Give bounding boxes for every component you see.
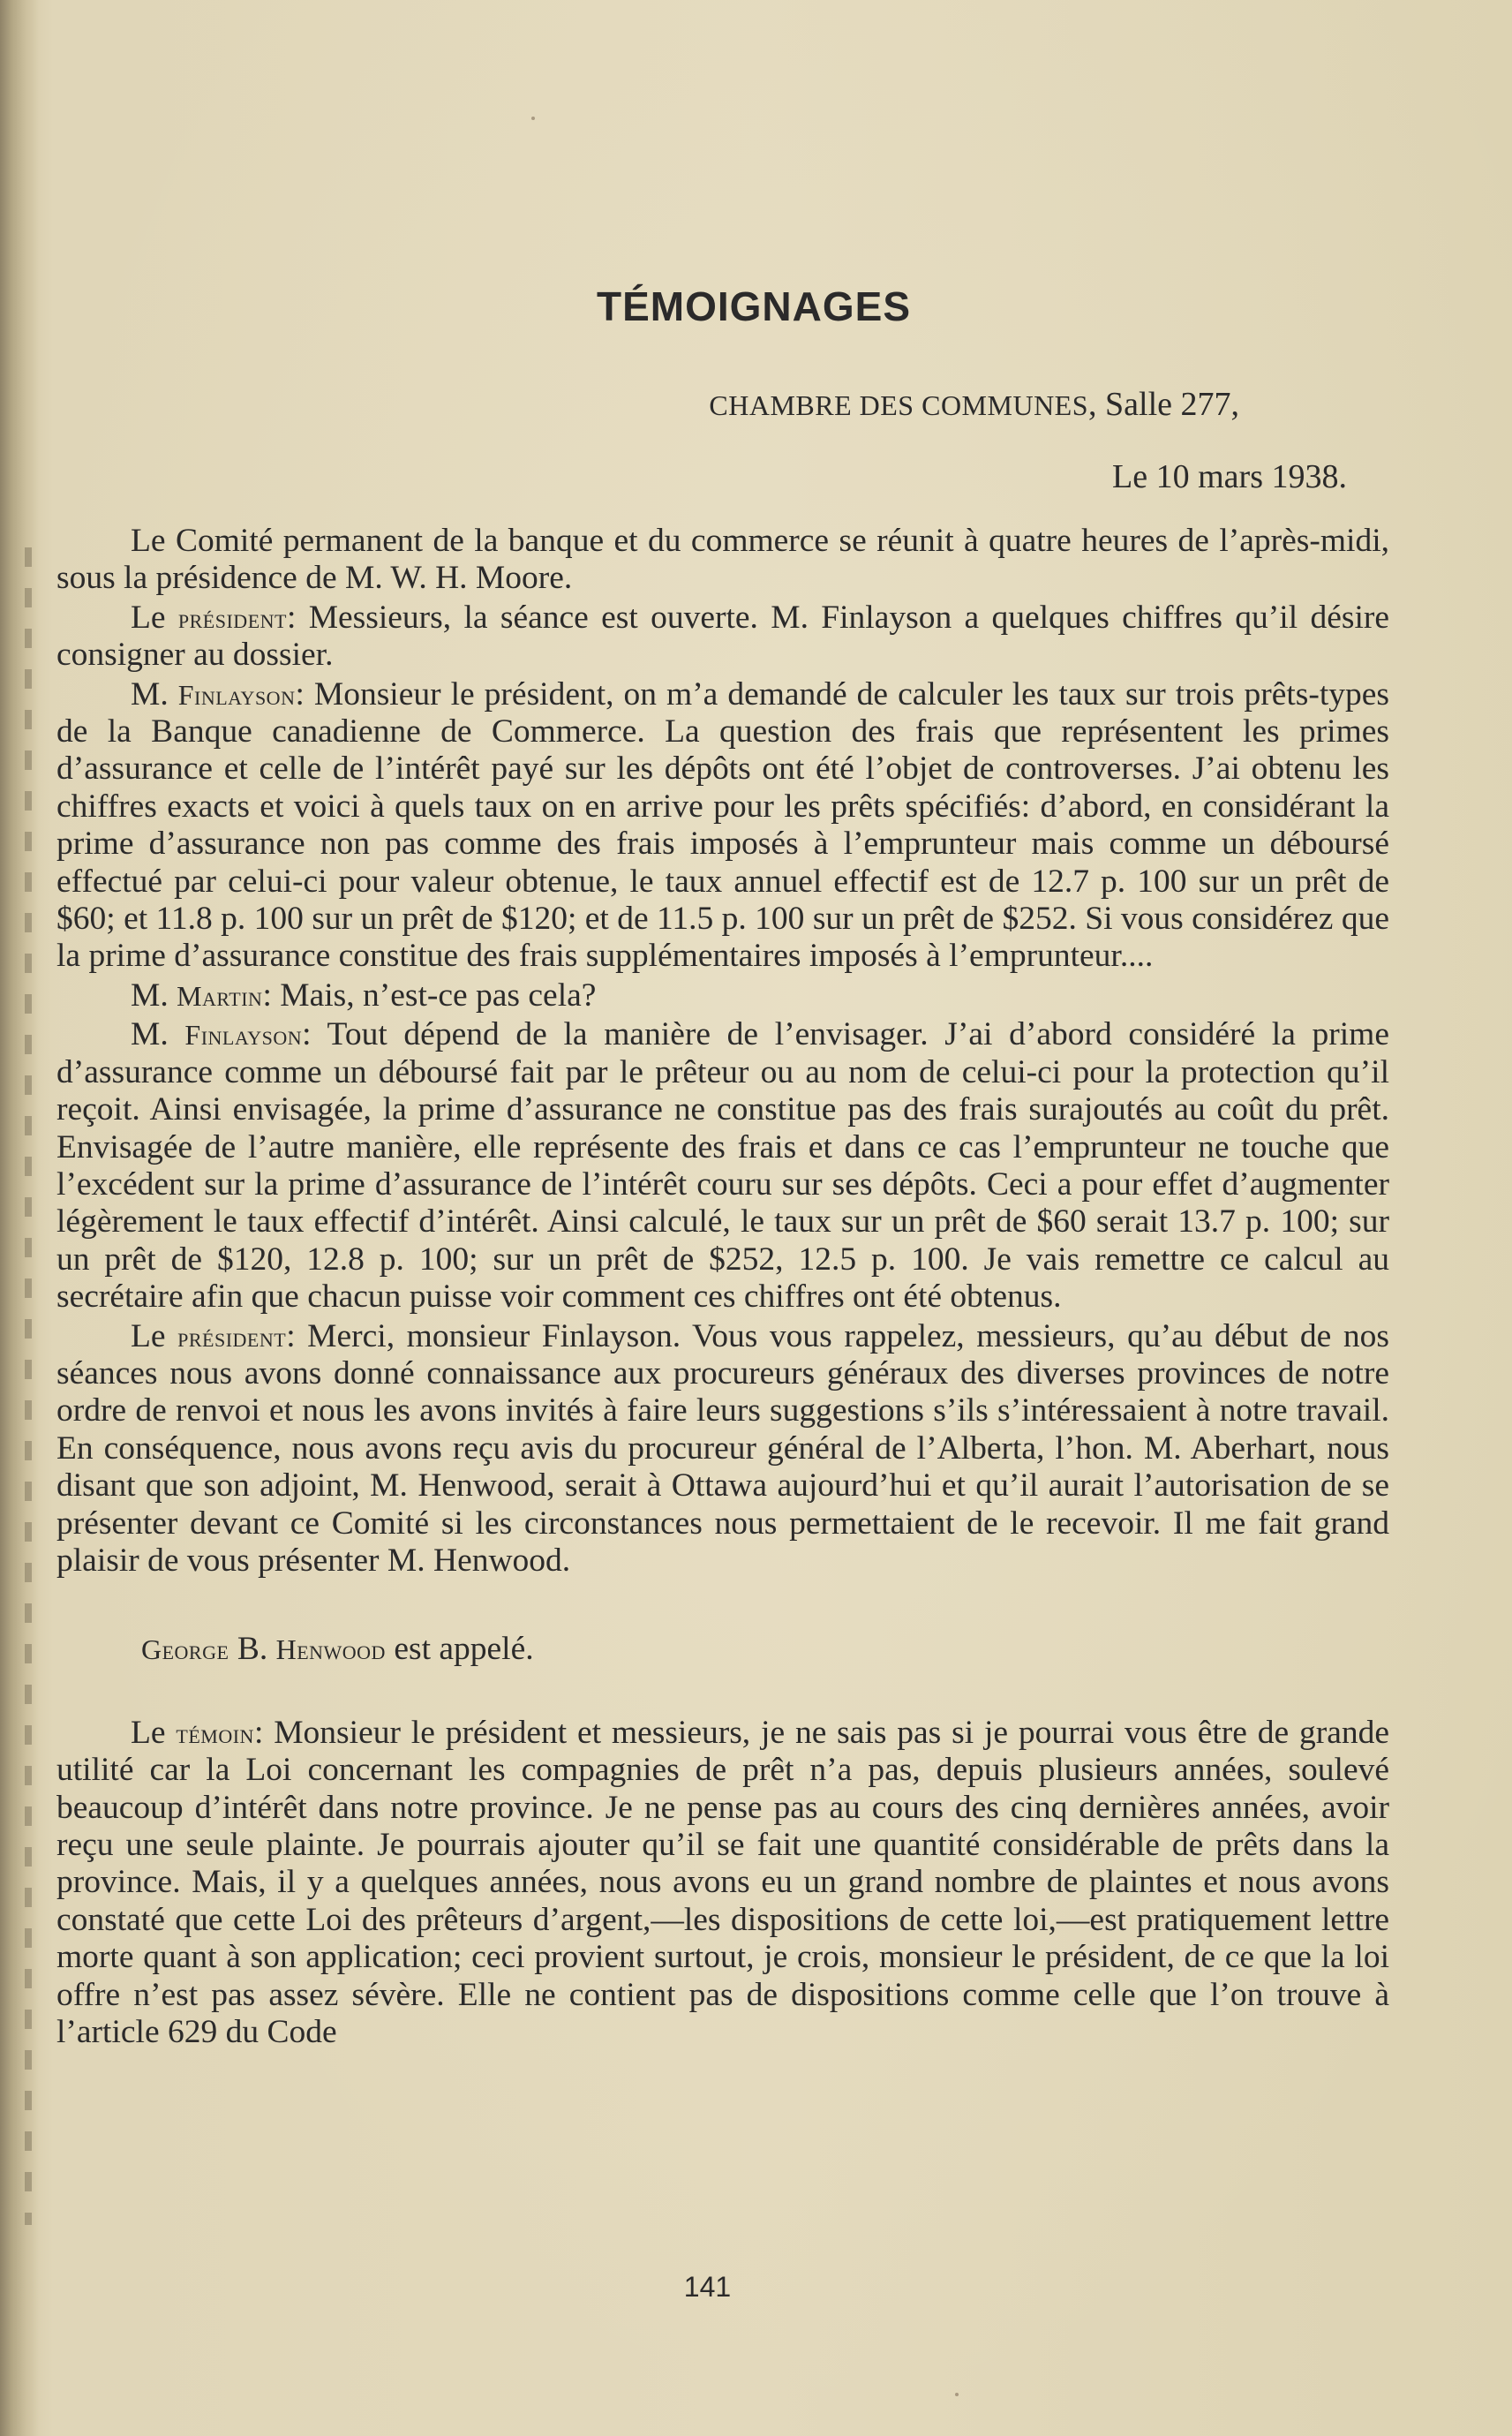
- paragraph-text: : Mais, n’est-ce pas cela?: [262, 977, 597, 1014]
- location-place: CHAMBRE DES COMMUNES: [709, 389, 1089, 421]
- page-binding-edge: [0, 0, 39, 2436]
- paper-speck: [531, 117, 535, 120]
- paragraph-text: Le Comité permanent de la banque et du commerce se réunit à quatre heures de l’après-midi, sous la présidence de M. W. H. Moore.: [56, 523, 1389, 597]
- paper-speck: [955, 2393, 959, 2396]
- speaker-name: témoin: [176, 1716, 254, 1749]
- witness-called-line: [56, 1631, 1389, 1668]
- paragraph-president-2: [56, 1318, 1389, 1580]
- binding-stitch-marks: [25, 547, 32, 2225]
- paragraph-president-1: [56, 600, 1389, 675]
- speaker-name: Martin: [177, 979, 263, 1012]
- witness-called-text: est appelé.: [385, 1631, 534, 1668]
- speaker-name: président: [177, 601, 287, 634]
- paragraph-finlayson-2: [56, 1016, 1389, 1316]
- witness-initial: B.: [229, 1631, 276, 1668]
- witness-last-name: Henwood: [275, 1633, 386, 1666]
- paragraph-text: : Merci, monsieur Finlayson. Vous vous rappelez, messieurs, qu’au début de nos séances nous avons donné connaissance aux procureurs généraux des diverses provinces de notre ordre de renvoi et nous les avons invités à faire leurs suggestions s’ils s’intéressaient à notre travail. En conséquence, nous avons reçu avis du procureur général de l’Alberta, l’hon. M. Aberhart, nous disant que son adjoint, M. Henwood, serait à Ottawa aujourd’hui et qu’il aurait l’autorisation de se présenter devant ce Comité si les circonstances nous permettaient de le recevoir. Il me fait grand plaisir de vous présenter M. Henwood.: [56, 1317, 1389, 1579]
- speaker-prefix: M.: [131, 675, 178, 713]
- meeting-date: Le 10 mars 1938.: [1112, 458, 1347, 495]
- meeting-location: [56, 385, 1239, 424]
- paragraph-text: : Tout dépend de la manière de l’envisager. J’ai d’abord considéré la prime d’assurance comme un déboursé fait par le prêteur ou au nom de celui-ci pour la protection qu’il reçoit. Ainsi envisagée, la prime d’assurance ne constitue pas des frais surajoutés au coût du prêt. Envisagée de l’autre manière, elle représente des frais et dans ce cas l’emprunteur ne touche que l’excédent sur la prime d’assurance de l’intérêt couru sur ses dépôts. Ceci a pour effet d’augmenter légèrement le taux effectif d’intérêt. Ainsi calculé, le taux sur un prêt de $60 serait 13.7 p. 100; sur un prêt de $120, 12.8 p. 100; sur un prêt de $252, 12.5 p. 100. Je vais remettre ce calcul au secrétaire afin que chacun puisse voir comment ces chiffres ont été obtenus.: [56, 1016, 1389, 1316]
- speaker-prefix: Le: [131, 599, 178, 636]
- page-title: TÉMOIGNAGES: [596, 283, 912, 329]
- speaker-prefix: Le: [131, 1317, 178, 1354]
- paragraph-text: : Monsieur le président et messieurs, je ne sais pas si je pourrai vous être de grande utilité car la Loi concernant les compagnies de prêt n’a pas, depuis plusieurs années, soulevé beaucoup d’intérêt dans notre province. Je ne pense pas au cours des cinq dernières années, avoir reçu une seule plainte. Je pourrais ajouter qu’il se fait une quantité considérable de prêts dans la province. Mais, il y a quelques années, nous avons eu un grand nombre de plaintes et nous avons constaté que cette Loi des prêteurs d’argent,—les dispositions de cette loi,—est pratiquement lettre morte quant à son application; ceci provient surtout, je crois, monsieur le président, de ce que la loi offre n’est pas assez sévère. Elle ne contient pas de dispositions comme celle que l’on trouve à l’article 629 du Code: [56, 1714, 1389, 2051]
- paragraph-text: : Monsieur le président, on m’a demandé de calculer les taux sur trois prêts-types de la Banque canadienne de Commerce. La question des frais que représentent les primes d’assurance et celle de l’intérêt payé sur les dépôts ont été l’objet de controverses. J’ai obtenu les chiffres exacts et voici à quels taux on en arrive pour les prêts spécifiés: d’abord, en considérant la prime d’assurance non pas comme des frais imposés à l’emprunteur mais comme un déboursé effectué par celui-ci pour valeur obtenue, le taux annuel effectif est de 12.7 p. 100 sur un prêt de $60; et 11.8 p. 100 sur un prêt de $120; et de 11.5 p. 100 sur un prêt de $252. Si vous considérez que la prime d’assurance constitue des frais supplémentaires imposés à l’emprunteur....: [56, 675, 1390, 975]
- speaker-prefix: M.: [131, 977, 177, 1014]
- speaker-name: président: [177, 1320, 287, 1353]
- paragraph-opening: [56, 523, 1389, 598]
- page-number-text: 141: [683, 2271, 732, 2303]
- page-number: [0, 2271, 1512, 2304]
- speaker-name: Finlayson: [177, 678, 296, 711]
- witness-first-name: George: [141, 1633, 229, 1666]
- speaker-name: Finlayson: [184, 1019, 303, 1052]
- paragraph-witness: [56, 1715, 1389, 2052]
- paragraph-martin: [56, 977, 1389, 1014]
- paragraph-finlayson-1: [56, 676, 1389, 976]
- location-room: , Salle 277,: [1088, 386, 1239, 423]
- page-content: [56, 283, 1389, 2053]
- paragraph-text: : Messieurs, la séance est ouverte. M. Finlayson a quelques chiffres qu’il désire consigner au dossier.: [56, 599, 1389, 674]
- speaker-prefix: Le: [131, 1714, 177, 1751]
- speaker-prefix: M.: [131, 1016, 185, 1053]
